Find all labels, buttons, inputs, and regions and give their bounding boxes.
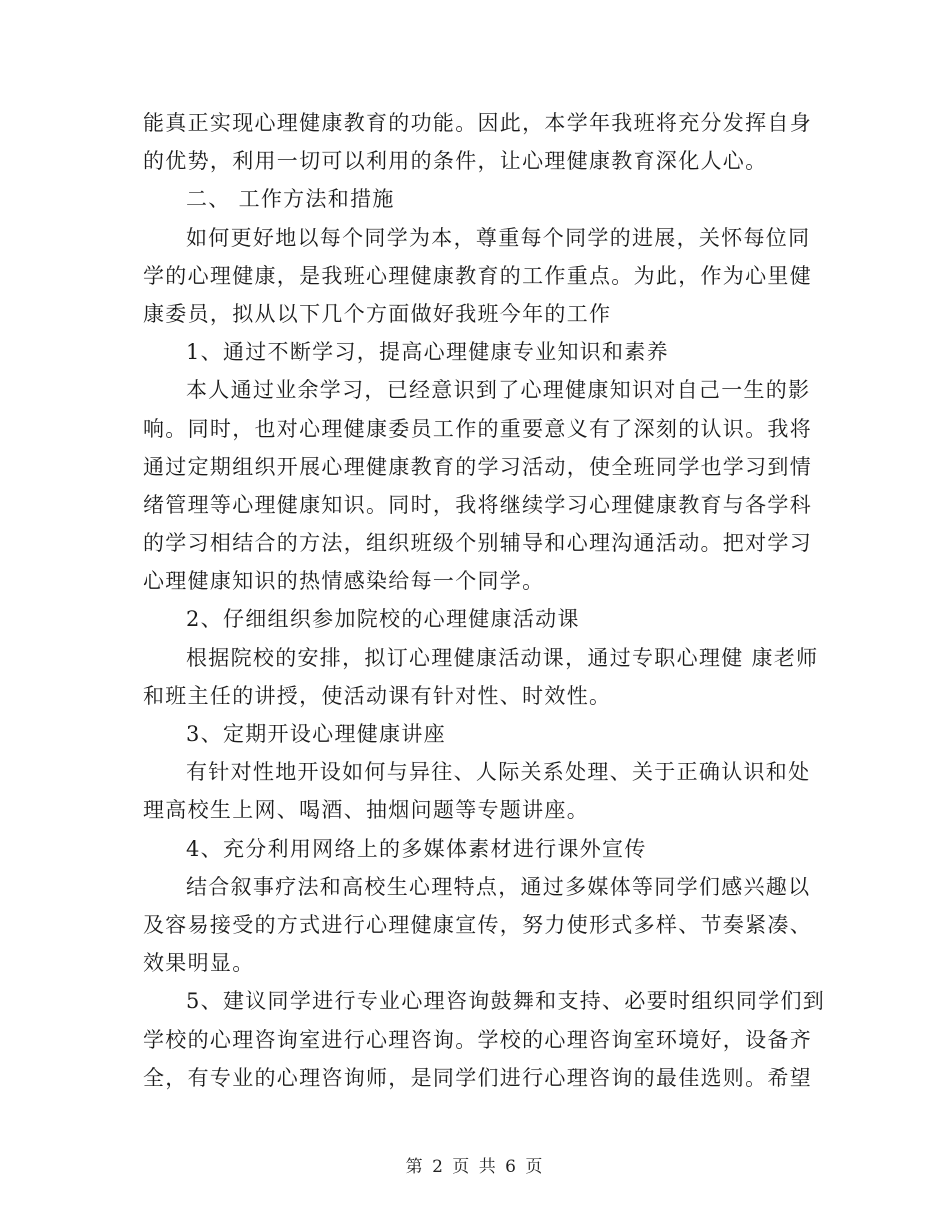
text-line: 2、仔细组织参加院校的心理健康活动课	[186, 607, 580, 632]
text-line: 有针对性地开设如何与异往、人际关系处理、关于正确认识和处	[186, 760, 811, 785]
text-line: 理高校生上网、喝酒、抽烟问题等专题讲座。	[143, 798, 589, 823]
text-line: 通过定期组织开展心理健康教育的学习活动，使全班同学也学习到情	[143, 454, 812, 479]
page-footer: 第 2 页 共 6 页	[405, 1157, 545, 1177]
text-line: 的学习相结合的方法，组织班级个别辅导和心理沟通活动。把对学习	[143, 531, 812, 556]
text-line: 及容易接受的方式进行心理健康宣传，努力使形式多样、节奏紧凑、	[143, 912, 812, 937]
text-line: 3、定期开设心理健康讲座	[186, 722, 446, 746]
text-line: 绪管理等心理健康知识。同时，我将继续学习心理健康教育与各学科	[143, 492, 812, 517]
text-line: 康委员，拟从以下几个方面做好我班今年的工作	[143, 301, 612, 326]
text-line: 的优势，利用一切可以利用的条件，让心理健康教育深化人心。	[143, 149, 768, 174]
text-line: 本人通过业余学习，已经意识到了心理健康知识对自己一生的影	[186, 378, 811, 403]
text-line: 响。同时，也对心理健康委员工作的重要意义有了深刻的认识。我将	[143, 416, 812, 441]
text-line: 全，有专业的心理咨询师，是同学们进行心理咨询的最佳选则。希望	[143, 1065, 812, 1090]
text-line: 如何更好地以每个同学为本，尊重每个同学的进展，关怀每位同	[186, 225, 811, 250]
text-line: 根据院校的安排，拟订心理健康活动课，通过专职心理健 康老师	[186, 645, 819, 670]
text-line: 1、通过不断学习，提高心理健康专业知识和素养	[186, 340, 669, 365]
text-line: 二、 工作方法和措施	[186, 187, 395, 212]
body-text	[143, 104, 826, 1097]
text-line: 和班主任的讲授，使活动课有针对性、时效性。	[143, 683, 612, 708]
text-line: 能真正实现心理健康教育的功能。因此，本学年我班将充分发挥自身	[143, 111, 812, 135]
text-line: 学校的心理咨询室进行心理咨询。学校的心理咨询室环境好，设备齐	[143, 1027, 812, 1052]
text-line: 学的心理健康，是我班心理健康教育的工作重点。为此，作为心里健	[143, 263, 812, 288]
text-line: 5、建议同学进行专业心理咨询鼓舞和支持、必要时组织同学们到	[186, 989, 826, 1014]
text-line: 心理健康知识的热情感染给每一个同学。	[143, 569, 545, 594]
text-line: 结合叙事疗法和高校生心理特点，通过多媒体等同学们感兴趣以	[186, 874, 811, 899]
text-line: 效果明显。	[143, 951, 255, 976]
text-line: 4、充分利用网络上的多媒体素材进行课外宣传	[186, 836, 647, 861]
